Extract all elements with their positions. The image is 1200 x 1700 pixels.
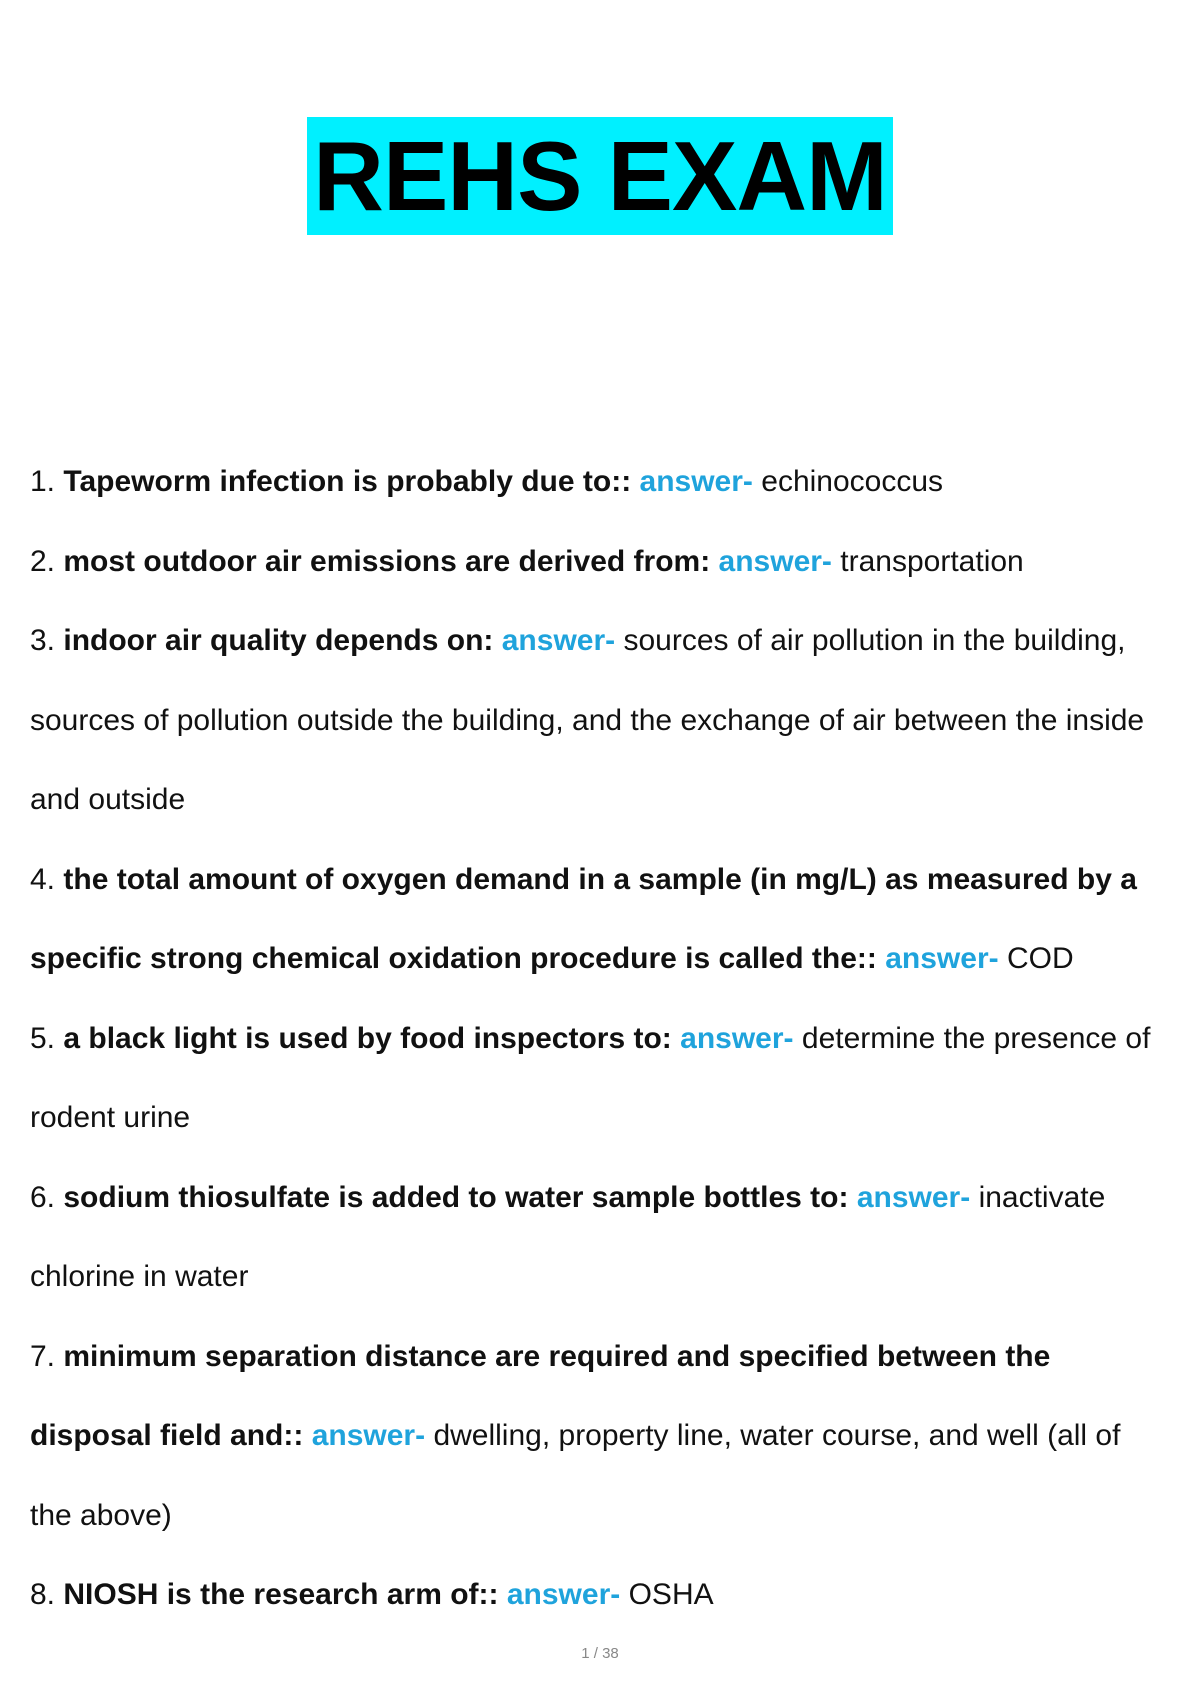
answer-label: answer- xyxy=(885,942,999,975)
question-text: most outdoor air emissions are derived from: xyxy=(63,544,711,578)
question-number: 4. xyxy=(30,862,56,896)
answer-text: OSHA xyxy=(628,1578,714,1611)
question-number: 7. xyxy=(30,1339,56,1373)
question-item xyxy=(30,840,1170,999)
question-list xyxy=(30,442,1170,1635)
question-number: 6. xyxy=(30,1180,56,1214)
question-number: 5. xyxy=(30,1021,56,1055)
question-text: sodium thiosulfate is added to water sample bottles to: xyxy=(63,1180,849,1214)
answer-label: answer- xyxy=(501,624,616,657)
question-text: the total amount of oxygen demand in a sample (in mg/L) as measured by a specific strong chemical oxidation procedure is called the:: xyxy=(30,862,1137,975)
answer-text: inactivate chlorine in water xyxy=(30,1180,1106,1293)
question-number: 2. xyxy=(30,544,56,578)
question-number: 8. xyxy=(30,1578,56,1611)
answer-text: echinococcus xyxy=(761,465,944,498)
question-item xyxy=(30,999,1170,1158)
answer-text: sources of air pollution in the building, sources of pollution outside the building, and the exchange of air between the inside and outside xyxy=(30,624,1145,816)
answer-text: determine the presence of rodent urine xyxy=(30,1021,1151,1134)
document-title: REHS EXAM xyxy=(307,117,893,235)
answer-label: answer- xyxy=(856,1180,971,1214)
question-item xyxy=(30,601,1170,840)
answer-text: dwelling, property line, water course, and well (all of the above) xyxy=(30,1419,1121,1532)
answer-label: answer- xyxy=(718,544,832,578)
question-item xyxy=(30,1555,1170,1635)
question-text: minimum separation distance are required and specified between the disposal field and:: xyxy=(30,1339,1051,1452)
answer-text: COD xyxy=(1006,942,1074,975)
answer-label: answer- xyxy=(680,1021,794,1055)
answer-text: transportation xyxy=(840,544,1024,578)
question-text: a black light is used by food inspectors to: xyxy=(63,1021,672,1055)
question-number: 1. xyxy=(30,465,56,498)
question-text: Tapeworm infection is probably due to:: xyxy=(63,465,632,498)
question-item xyxy=(30,1317,1170,1556)
answer-label: answer- xyxy=(639,465,753,498)
answer-label: answer- xyxy=(506,1578,621,1611)
answer-label: answer- xyxy=(311,1419,426,1452)
question-item xyxy=(30,522,1170,602)
question-item xyxy=(30,442,1170,522)
question-text: NIOSH is the research arm of:: xyxy=(63,1578,499,1611)
page-number: 1 / 38 xyxy=(581,1645,619,1662)
question-text: indoor air quality depends on: xyxy=(63,624,494,657)
question-item xyxy=(30,1158,1170,1317)
title-container xyxy=(0,117,1200,235)
question-number: 3. xyxy=(30,624,56,657)
